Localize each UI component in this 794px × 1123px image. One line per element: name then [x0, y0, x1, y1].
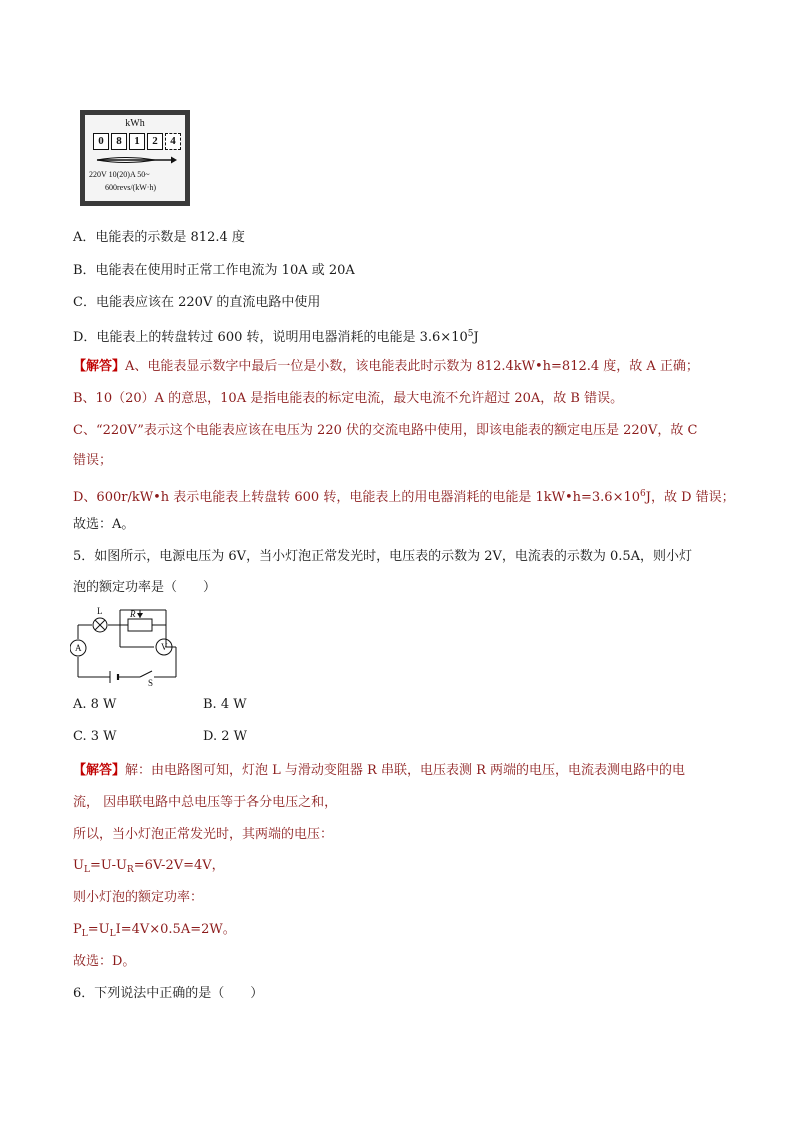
q4-choice: 故选：A。: [73, 517, 135, 532]
meter-face: [85, 115, 185, 201]
lamp-label: L: [97, 606, 103, 616]
q5-option-a: A. 8 W: [73, 697, 117, 712]
eq-text: =U-U: [89, 858, 127, 873]
meter-digit: 8: [111, 133, 127, 150]
q4-option-a: A．电能表的示数是 812.4 度: [73, 230, 245, 245]
q4-option-d-unit: J: [473, 330, 479, 345]
eq-text: =6V-2V=4V，: [133, 858, 225, 873]
eq-text: I=4V×0.5A=2W。: [115, 922, 236, 937]
q6-stem: 6．下列说法中正确的是（ ）: [73, 986, 264, 1001]
meter-digit: 0: [93, 133, 109, 150]
answer-tag: 【解答】: [73, 359, 126, 374]
q5-solution-line3: 所以，当小灯泡正常发光时，其两端的电压：: [73, 827, 334, 842]
q5-choice: 故选：D。: [73, 954, 136, 969]
q5-stem-line1: 5．如图所示，电源电压为 6V，当小灯泡正常发光时，电压表的示数为 2V，电流表的示数为 0.5A，则小灯: [73, 549, 693, 564]
meter-revolutions-label: 600revs/(kW·h): [105, 183, 157, 192]
q5-solution-line1: [73, 762, 685, 780]
q5-equation-voltage: [73, 857, 225, 879]
q4-option-b: B．电能表在使用时正常工作电流为 10A 或 20A: [73, 263, 355, 278]
q5-solution-text: 解：由电路图可知，灯泡 L 与滑动变阻器 R 串联，电压表测 R 两端的电压，电流表测电路中的电: [125, 763, 686, 778]
eq-symbol: P: [73, 922, 82, 937]
ammeter-label: A: [75, 643, 82, 653]
meter-spec-label: 220V 10(20)A 50~: [89, 170, 150, 179]
q5-option-d: D. 2 W: [203, 729, 247, 744]
voltmeter-label: V: [161, 642, 168, 652]
q4-answer-d-exponent: 6: [640, 489, 646, 499]
q5-solution-line2: 流， 因串联电路中总电压等于各分电压之和，: [73, 795, 338, 810]
eq-subscript: R: [126, 865, 134, 875]
meter-dial-arrow: [95, 155, 177, 165]
q5-solution-line4: 则小灯泡的额定功率：: [73, 890, 204, 905]
q4-answer-d-text: D、600r/kW•h 表示电能表上转盘转 600 转，电能表上的用电器消耗的电能是 1kW•h=3.6×10: [73, 490, 641, 505]
meter-digit: 2: [147, 133, 163, 150]
q4-answer-c-line1: C、“220V”表示这个电能表应该在电压为 220 伏的交流电路中使用，即该电能表的额定电压是 220V，故 C: [73, 423, 698, 438]
meter-digit: 1: [129, 133, 145, 150]
q4-answer-a-text: A、电能表显示数字中最后一位是小数，该电能表此时示数为 812.4kW•h=812.4 度，故 A 正确；: [125, 359, 699, 374]
eq-text: =U: [87, 922, 110, 937]
switch-label: S: [148, 678, 154, 687]
circuit-diagram: [70, 605, 182, 687]
q4-answer-a: [73, 358, 699, 376]
q5-option-b: B. 4 W: [203, 697, 247, 712]
q4-option-d-text: D．电能表上的转盘转过 600 转，说明用电器消耗的电能是 3.6×10: [73, 330, 468, 345]
eq-subscript: L: [109, 929, 116, 939]
meter-digits: [93, 133, 183, 150]
q4-option-d-exponent: 5: [467, 329, 474, 339]
q5-stem-line2: 泡的额定功率是（ ）: [73, 580, 217, 595]
electricity-meter-figure: [80, 110, 190, 206]
q4-option-c: C．电能表应该在 220V 的直流电路中使用: [73, 295, 321, 310]
meter-unit-label: kWh: [125, 118, 145, 129]
eq-subscript: L: [83, 865, 90, 875]
q4-option-d: [73, 325, 479, 347]
q5-option-c: C. 3 W: [73, 729, 117, 744]
q4-answer-d: [73, 485, 735, 507]
resistor-label: R: [130, 609, 136, 619]
q5-equation-power: [73, 921, 236, 943]
q4-answer-d-unit: J，故 D 错误；: [645, 490, 735, 505]
eq-subscript: L: [81, 929, 88, 939]
q5-option-row-1: [73, 696, 116, 714]
q4-answer-b: B、10（20）A 的意思，10A 是指电能表的标定电流，最大电流不允许超过 20A，故 B 错误。: [73, 391, 624, 406]
q5-option-row-2: [73, 728, 117, 746]
eq-symbol: U: [73, 858, 84, 873]
q4-answer-c-line2: 错误；: [73, 453, 113, 468]
answer-tag: 【解答】: [73, 763, 126, 778]
meter-decimal-digit: 4: [165, 133, 181, 150]
